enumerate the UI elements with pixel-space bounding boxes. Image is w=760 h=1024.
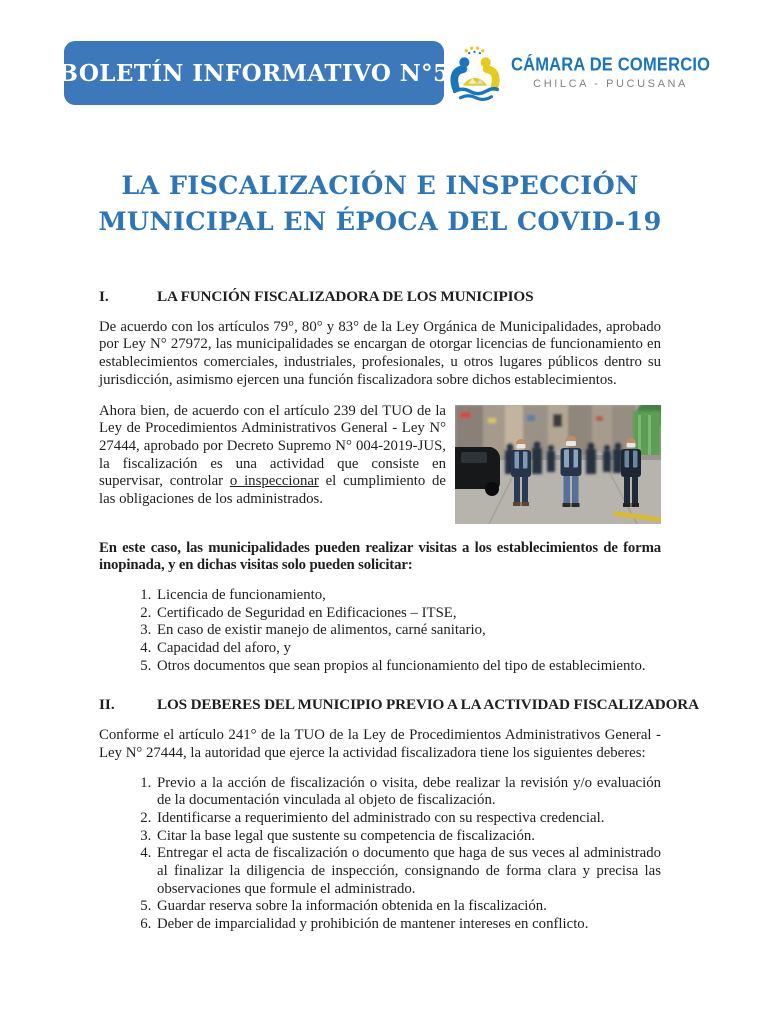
banner-title: BOLETÍN INFORMATIVO N°5 xyxy=(58,59,450,87)
inspectors-street-photo xyxy=(455,405,661,524)
section-1-paragraph-1: De acuerdo con los artículos 79°, 80° y 83° de la Ley Orgánica de Municipalidades, aprobado por Ley N° 27972, las municipalidades se encargan de otorgar licencias de funcionamiento en establecimientos comerciales, industriales, profesionales, u otros lugares públicos dentro su jurisdicción, asimismo ejercen una función fiscalizadora sobre dichos establecimientos. xyxy=(99,318,661,388)
duties-list-item: 1. Previo a la acción de fiscalización o visita, debe realizar la revisión y/o evaluación de la documentación vinculada al objeto de fiscalización. xyxy=(155,775,661,810)
document-title xyxy=(20,168,740,240)
duties-list-item: 2. Identificarse a requerimiento del administrado con su respectiva credencial. xyxy=(155,810,661,828)
header xyxy=(58,40,711,106)
section-2-title: LOS DEBERES DEL MUNICIPIO PREVIO A LA ACTIVIDAD FISCALIZADORA xyxy=(157,696,699,714)
requirements-list xyxy=(99,587,661,676)
chamber-emblem-icon xyxy=(444,42,506,104)
section-1-paragraph-2 xyxy=(99,403,661,527)
requirements-list-item: 2. Certificado de Seguridad en Edificaciones – ITSE, xyxy=(155,605,661,623)
section-2-paragraph-1: Conforme el artículo 241° de la TUO de la Ley de Procedimientos Administrativos General - Ley N° 27444, la autoridad que ejerce la actividad fiscalizadora tiene los siguientes deberes: xyxy=(99,727,661,761)
section-1-bold-paragraph: En este caso, las municipalidades pueden realizar visitas a los establecimientos de forma inopinada, y en dichas visitas solo pueden solicitar: xyxy=(99,539,661,574)
logo-location: CHILCA - PUCUSANA xyxy=(533,78,688,90)
section-2-number: II. xyxy=(99,696,115,714)
section-1-title: LA FUNCIÓN FISCALIZADORA DE LOS MUNICIPIOS xyxy=(157,288,534,305)
section-1-number: I. xyxy=(99,288,109,305)
requirements-list-item: 3. En caso de existir manejo de alimentos, carné sanitario, xyxy=(155,622,661,640)
section-2-heading xyxy=(99,696,699,714)
duties-list-item: 3. Citar la base legal que sustente su competencia de fiscalización. xyxy=(155,828,661,846)
duties-list-item: 6. Deber de imparcialidad y prohibición de mantener intereses en conflicto. xyxy=(155,916,661,934)
paragraph-2-underlined-text: o inspeccionar xyxy=(229,473,319,490)
black-car xyxy=(455,447,500,496)
banner-badge xyxy=(58,41,450,105)
requirements-list-item: 1. Licencia de funcionamiento, xyxy=(155,587,661,605)
duties-list xyxy=(99,775,661,934)
requirements-list-item: 4. Capacidad del aforo, y xyxy=(155,640,661,658)
logo-text xyxy=(511,56,710,90)
title-line-2: MUNICIPAL EN ÉPOCA DEL COVID-19 xyxy=(98,207,662,237)
duties-list-item: 4. Entregar el acta de fiscalización o documento que haga de sus veces al administrado al finalizar la diligencia de inspección, consignando de forma clara y precisa las observaciones que formule el administrado. xyxy=(155,845,661,898)
duties-list-item: 5. Guardar reserva sobre la información obtenida en la fiscalización. xyxy=(155,898,661,916)
chamber-logo xyxy=(444,42,710,104)
paragraph-2-text-after: el cumplimiento de las obligaciones de los administrados. xyxy=(99,473,447,508)
paragraph-2-text-before: Ahora bien, de acuerdo con el artículo 239 del TUO de la Ley de Procedimientos Administrativos General - Ley N° 27444, aprobado por Decreto Supremo N° 004-2019-JUS, la fiscalización es una actividad que consiste en supervisar, controlar xyxy=(99,402,446,490)
section-1-heading xyxy=(99,288,661,306)
title-line-1: LA FISCALIZACIÓN E INSPECCIÓN xyxy=(121,171,639,201)
requirements-list-item: 5. Otros documentos que sean propios al funcionamiento del tipo de establecimiento. xyxy=(155,658,661,676)
logo-org-name: CÁMARA DE COMERCIO xyxy=(511,54,711,76)
document-body xyxy=(99,288,699,934)
